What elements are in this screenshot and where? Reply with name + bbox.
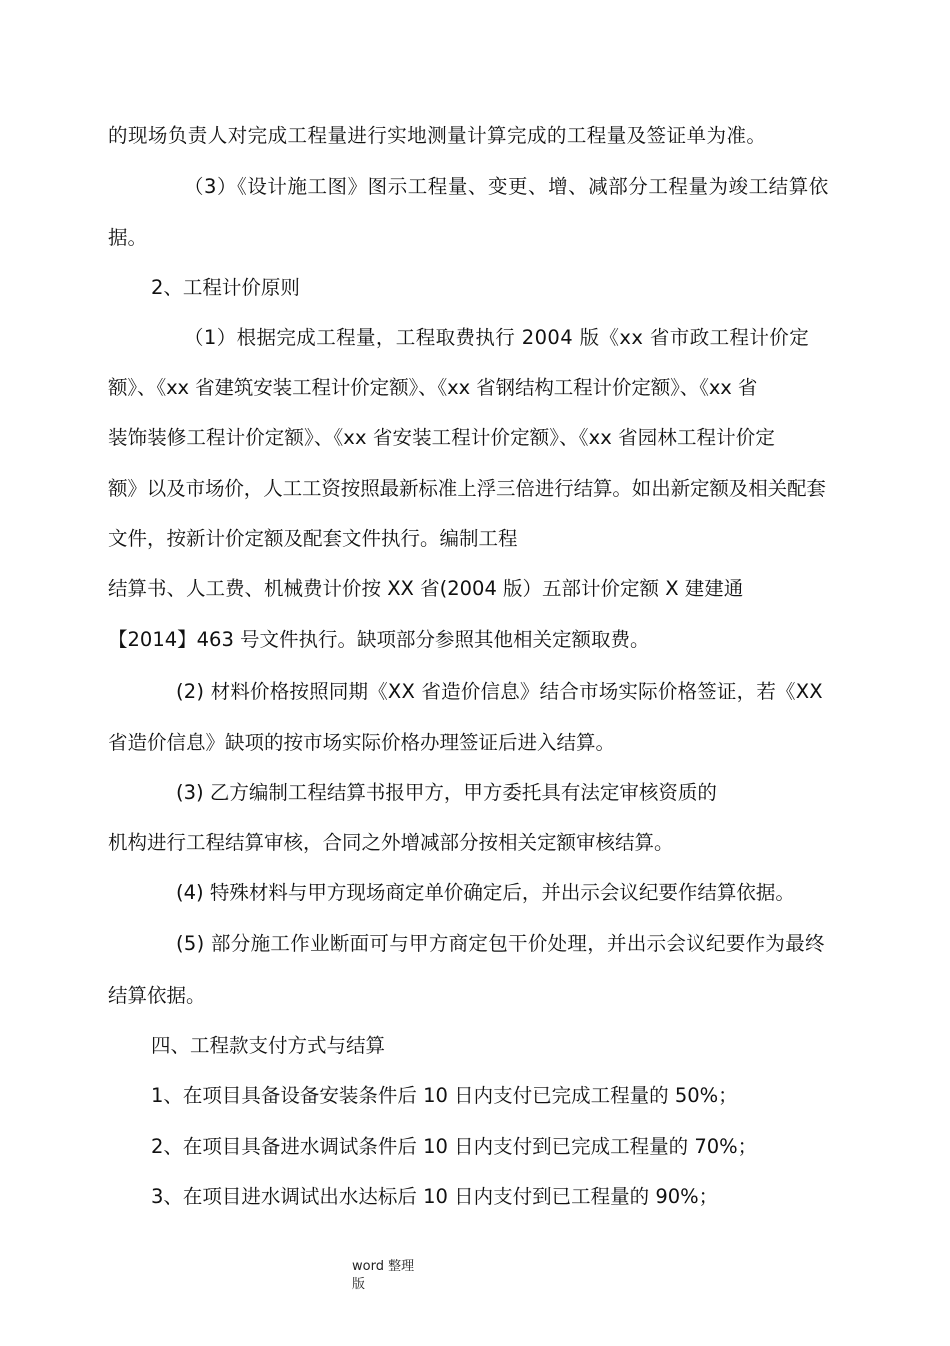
paragraph-line: (5) 部分施工作业断面可与甲方商定包干价处理，并出示会议纪要作为最终 <box>176 932 825 955</box>
paragraph-line: (3) 乙方编制工程结算书报甲方，甲方委托具有法定审核资质的 <box>176 781 717 804</box>
list-item: 1、在项目具备设备安装条件后 10 日内支付已完成工程量的 50%； <box>151 1084 738 1107</box>
paragraph-line: 装饰装修工程计价定额》、《xx 省安装工程计价定额》、《xx 省园林工程计价定 <box>108 426 775 449</box>
paragraph-line: 机构进行工程结算审核，合同之外增减部分按相关定额审核结算。 <box>108 831 674 854</box>
page-footer-line1: word 整理 <box>352 1259 415 1274</box>
section-heading: 四、工程款支付方式与结算 <box>151 1034 386 1057</box>
paragraph-line: 据。 <box>108 226 148 249</box>
paragraph-line: 省造价信息》缺项的按市场实际价格办理签证后进入结算。 <box>108 731 616 754</box>
paragraph-line: 额》、《xx 省建筑安装工程计价定额》、《xx 省钢结构工程计价定额》、《xx 省 <box>108 376 758 399</box>
paragraph-line: 文件，按新计价定额及配套文件执行。编制工程 <box>108 527 518 550</box>
paragraph-line: 的现场负责人对完成工程量进行实地测量计算完成的工程量及签证单为准。 <box>108 124 767 147</box>
paragraph-line: (4) 特殊材料与甲方现场商定单价确定后，并出示会议纪要作结算依据。 <box>176 881 795 904</box>
list-item: 3、在项目进水调试出水达标后 10 日内支付到已工程量的 90%； <box>151 1185 719 1208</box>
list-item: 2、在项目具备进水调试条件后 10 日内支付到已完成工程量的 70%； <box>151 1135 758 1158</box>
paragraph-line: (2) 材料价格按照同期《XX 省造价信息》结合市场实际价格签证，若《XX <box>176 680 823 703</box>
paragraph-line: （3）《设计施工图》图示工程量、变更、增、减部分工程量为竣工结算依 <box>184 175 829 198</box>
paragraph-line: （1）根据完成工程量，工程取费执行 2004 版《xx 省市政工程计价定 <box>184 326 810 349</box>
paragraph-line: 额》以及市场价，人工工资按照最新标准上浮三倍进行结算。如出新定额及相关配套 <box>108 477 826 500</box>
page-footer-line2: 版 <box>352 1277 366 1292</box>
section-heading: 2、工程计价原则 <box>151 276 300 299</box>
paragraph-line: 结算书、人工费、机械费计价按 XX 省(2004 版）五部计价定额 X 建建通 <box>108 577 744 600</box>
paragraph-line: 【2014】463 号文件执行。缺项部分参照其他相关定额取费。 <box>108 628 650 651</box>
paragraph-line: 结算依据。 <box>108 984 206 1007</box>
